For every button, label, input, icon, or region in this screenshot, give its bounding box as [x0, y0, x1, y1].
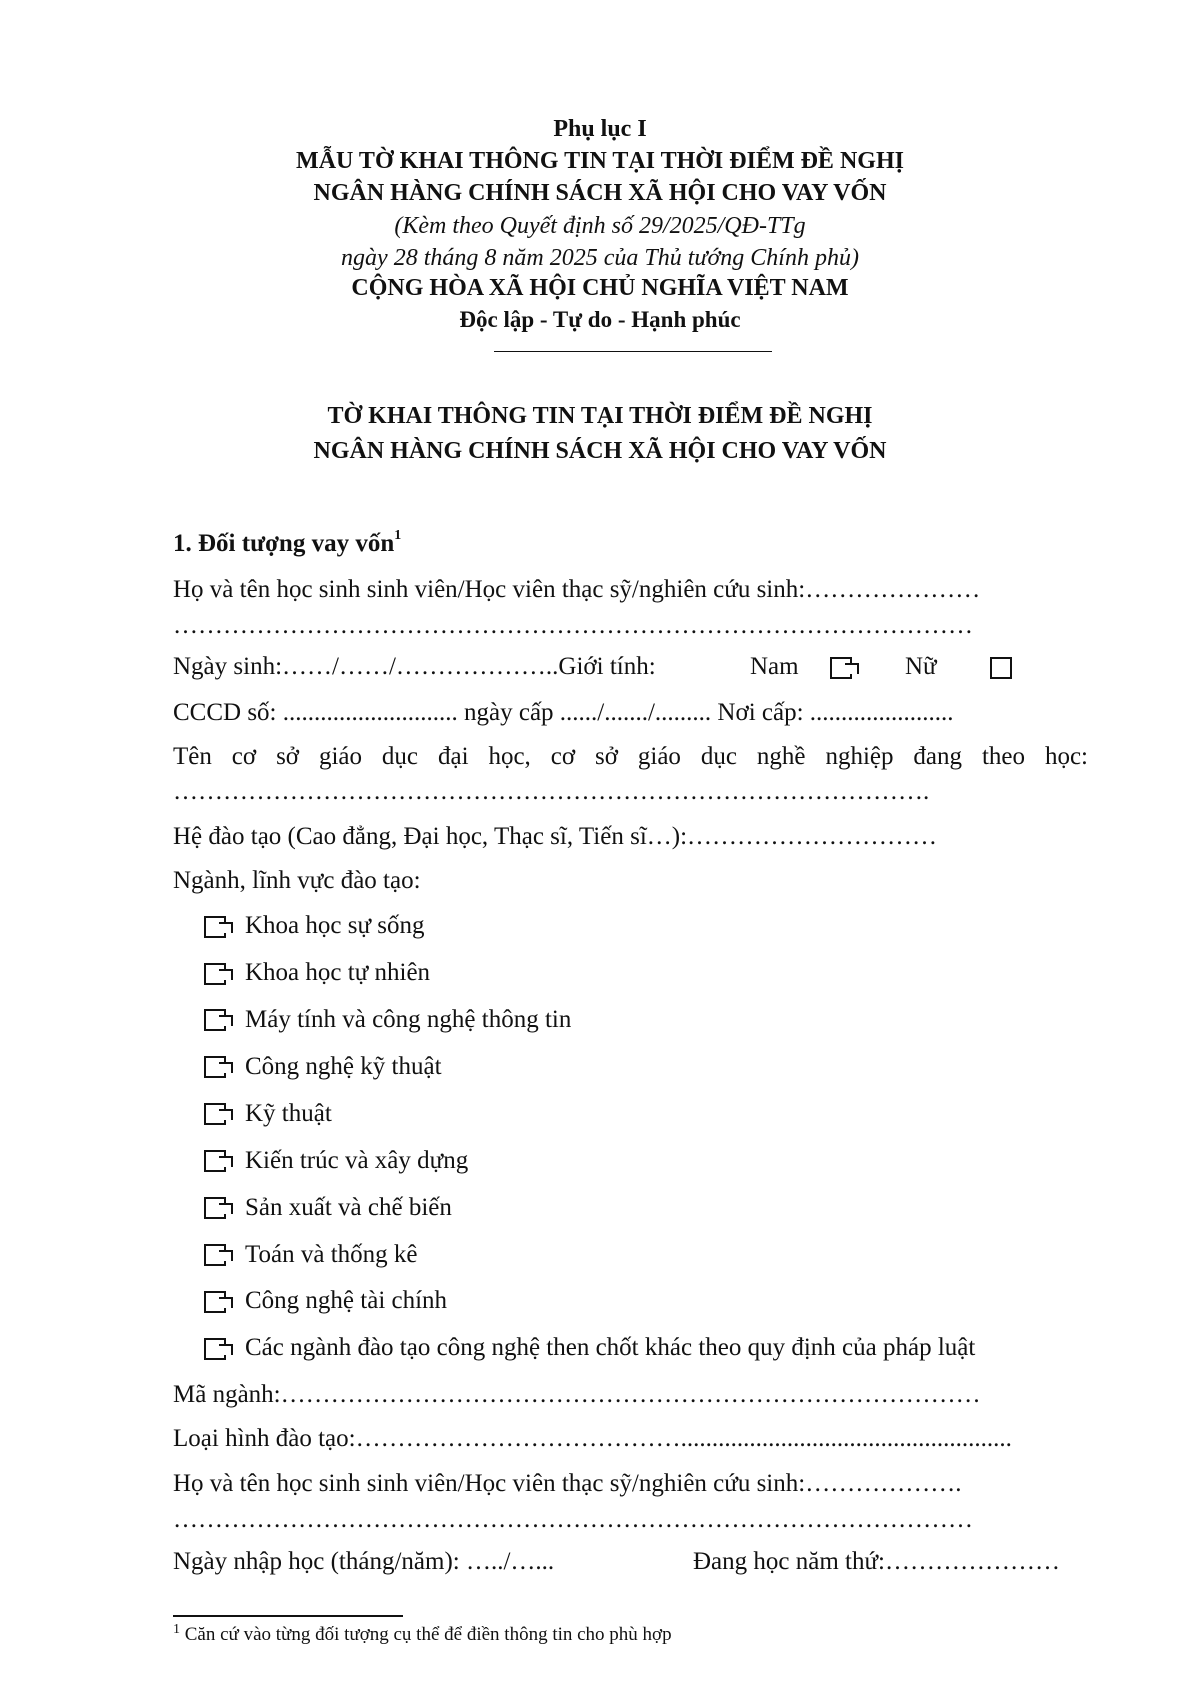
field-label-life-sciences: Khoa học sự sống [245, 912, 425, 939]
enrollment-date-field[interactable]: Ngày nhập học (tháng/năm): …../…... [173, 1548, 555, 1575]
major-code-field[interactable]: Mã ngành:………………………………………………………………………… [173, 1381, 981, 1408]
field-label-other-key-tech: Các ngành đào tạo công nghệ then chốt khác theo quy định của pháp luật [245, 1334, 976, 1361]
field-checkbox-other-key-tech[interactable] [204, 1338, 226, 1360]
footnote-ref: 1 [394, 528, 402, 543]
training-level-field[interactable]: Hệ đào tạo (Cao đẳng, Đại học, Thạc sĩ, Tiến sĩ…):………………………… [173, 823, 938, 850]
checkbox-mark-icon [219, 1344, 233, 1355]
checkbox-mark-icon [219, 1062, 233, 1073]
footnote [173, 1624, 672, 1646]
field-label-fintech: Công nghệ tài chính [245, 1287, 448, 1314]
national-motto: Độc lập - Tự do - Hạnh phúc [459, 307, 741, 332]
field-checkbox-engineering[interactable] [204, 1103, 226, 1125]
field-checkbox-natural-sciences[interactable] [204, 963, 226, 985]
template-title-line2: NGÂN HÀNG CHÍNH SÁCH XÃ HỘI CHO VAY VỐN [313, 180, 887, 206]
field-checkbox-manufacturing[interactable] [204, 1197, 226, 1219]
school-field[interactable]: ………………………………………………………………………………. [173, 778, 930, 805]
field-label-manufacturing: Sản xuất và chế biến [245, 1194, 452, 1221]
section1-heading [173, 530, 401, 558]
gender-male-checkbox[interactable] [830, 657, 852, 679]
training-type-field[interactable]: Loại hình đào tạo:…………………………………..................................................... [173, 1425, 1012, 1452]
school-label: Tên cơ sở giáo dục đại học, cơ sở giáo dục nghề nghiệp đang theo học: [173, 743, 1088, 770]
id-card-line[interactable]: CCCD số: ............................ ngày cấp ....../......./......... Nơi cấp: ....................... [173, 699, 954, 726]
student-name-field-2[interactable]: Họ và tên học sinh sinh viên/Học viên thạc sỹ/nghiên cứu sinh:………………. [173, 1470, 962, 1497]
form-title-line1: TỜ KHAI THÔNG TIN TẠI THỜI ĐIỂM ĐỀ NGHỊ [327, 403, 873, 429]
footnote-separator [173, 1615, 403, 1617]
checkbox-mark-icon [219, 1250, 233, 1261]
checkbox-mark-icon [219, 1015, 233, 1026]
gender-female-checkbox[interactable] [990, 657, 1012, 679]
field-checkbox-life-sciences[interactable] [204, 916, 226, 938]
student-name-continuation-2[interactable]: …………………………………………………………………………………… [173, 1506, 973, 1533]
checkbox-mark-icon [219, 1297, 233, 1308]
checkbox-mark-icon [219, 1156, 233, 1167]
checkbox-mark-icon [219, 1203, 233, 1214]
field-checkbox-it[interactable] [204, 1009, 226, 1031]
attachment-note-line1: (Kèm theo Quyết định số 29/2025/QĐ-TTg [394, 213, 806, 239]
national-title: CỘNG HÒA XÃ HỘI CHỦ NGHĨA VIỆT NAM [351, 275, 849, 301]
field-checkbox-math-stats[interactable] [204, 1244, 226, 1266]
current-year-field[interactable]: Đang học năm thứ:………………… [693, 1548, 1060, 1575]
checkbox-mark-icon [219, 922, 233, 933]
motto-underline [494, 351, 772, 352]
field-label-engineering-tech: Công nghệ kỹ thuật [245, 1053, 442, 1080]
footnote-text: Căn cứ vào từng đối tượng cụ thể để điền thông tin cho phù hợp [184, 1624, 672, 1645]
section1-heading-text: 1. Đối tượng vay vốn [173, 530, 395, 557]
student-name-field[interactable]: Họ và tên học sinh sinh viên/Học viên thạc sỹ/nghiên cứu sinh:………………… [173, 576, 981, 603]
checkbox-mark-icon [845, 663, 859, 674]
field-checkbox-engineering-tech[interactable] [204, 1056, 226, 1078]
checkbox-mark-icon [219, 969, 233, 980]
field-checkbox-architecture[interactable] [204, 1150, 226, 1172]
field-label-natural-sciences: Khoa học tự nhiên [245, 959, 431, 986]
field-label-engineering: Kỹ thuật [245, 1100, 332, 1127]
field-checkbox-fintech[interactable] [204, 1291, 226, 1313]
footnote-number: 1 [173, 1622, 180, 1637]
field-label-architecture: Kiến trúc và xây dựng [245, 1147, 469, 1174]
field-label-it: Máy tính và công nghệ thông tin [245, 1006, 572, 1033]
attachment-note-line2: ngày 28 tháng 8 năm 2025 của Thủ tướng Chính phủ) [341, 245, 859, 271]
training-field-label: Ngành, lĩnh vực đào tạo: [173, 867, 421, 894]
gender-male-label: Nam [750, 653, 799, 680]
gender-female-label: Nữ [905, 653, 937, 680]
student-name-continuation[interactable]: …………………………………………………………………………………… [173, 612, 973, 639]
dob-gender-label[interactable]: Ngày sinh:……/……/………………..Giới tính: [173, 653, 656, 680]
form-title-line2: NGÂN HÀNG CHÍNH SÁCH XÃ HỘI CHO VAY VỐN [313, 438, 887, 464]
template-title-line1: MẪU TỜ KHAI THÔNG TIN TẠI THỜI ĐIỂM ĐỀ NGHỊ [296, 148, 904, 174]
field-label-math-stats: Toán và thống kê [245, 1241, 418, 1268]
checkbox-mark-icon [219, 1109, 233, 1120]
appendix-label: Phụ lục I [553, 116, 647, 142]
